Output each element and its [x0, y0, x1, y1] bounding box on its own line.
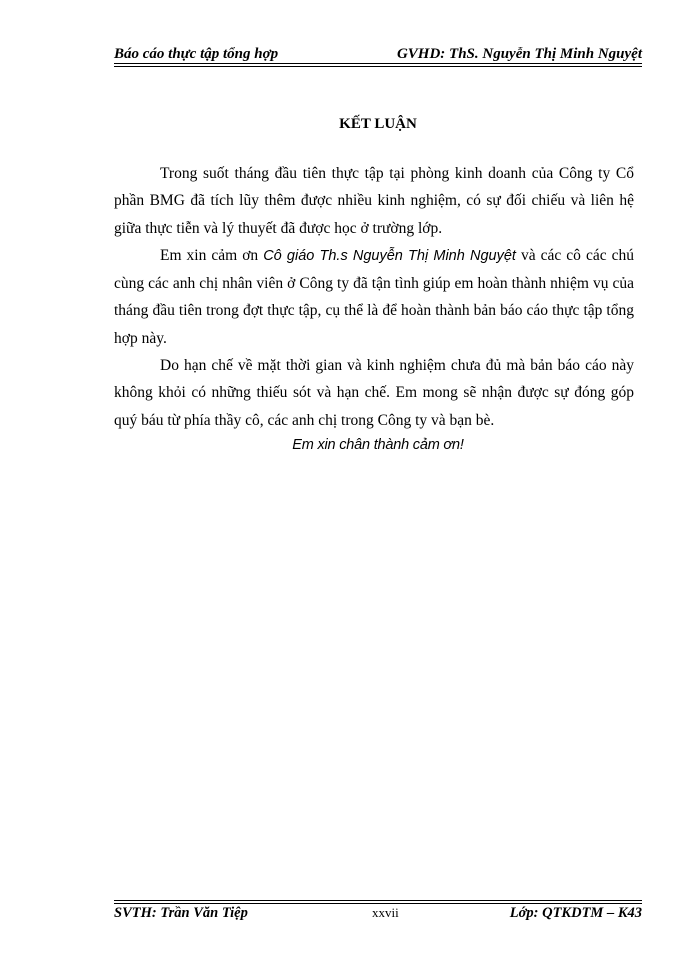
header-divider [114, 63, 642, 67]
conclusion-body [114, 160, 634, 434]
page-number: xxvii [372, 905, 399, 920]
section-title: KẾT LUẬN [339, 116, 417, 132]
teacher-name: Cô giáo Th.s Nguyễn Thị Minh Nguyệt [263, 247, 516, 264]
paragraph-1: Trong suốt tháng đầu tiên thực tập tại phòng kinh doanh của Công ty Cổ phần BMG đã tích lũy thêm được nhiều kinh nghiệm, có sự đối chiếu và liên hệ giữa thực tiễn và lý thuyết đã được học ở trường lớp. [114, 165, 634, 237]
header-report-title: Báo cáo thực tập tổng hợp [114, 46, 279, 62]
header-supervisor: GVHD: ThS. Nguyễn Thị Minh Nguyệt [396, 46, 642, 62]
paragraph-2-rest: và các cô các chú cùng các anh chị nhân viên ở Công ty đã tận tình giúp em hoàn thành nhiệm vụ của tháng đầu tiên trong đợt thực tập, cụ thể là để hoàn thành bản báo cáo thực tập tổng hợp này. [114, 246, 634, 347]
page-header [114, 41, 642, 63]
footer-class: Lớp: QTKDTM – K43 [509, 905, 642, 921]
footer-student: SVTH: Trần Văn Tiệp [114, 905, 248, 921]
paragraph-3: Do hạn chế về mặt thời gian và kinh nghiệm chưa đủ mà bản báo cáo này không khỏi có những thiếu sót và hạn chế. Em mong sẽ nhận được sự đóng góp quý báu từ phía thầy cô, các anh chị trong Công ty và bạn bè. [114, 357, 634, 429]
paragraph-2 [114, 242, 634, 352]
footer-divider [114, 900, 642, 904]
page-footer [114, 905, 642, 925]
paragraph-2-intro: Em xin cảm ơn [160, 246, 264, 264]
closing-thanks: Em xin chân thành cảm ơn! [292, 437, 464, 453]
